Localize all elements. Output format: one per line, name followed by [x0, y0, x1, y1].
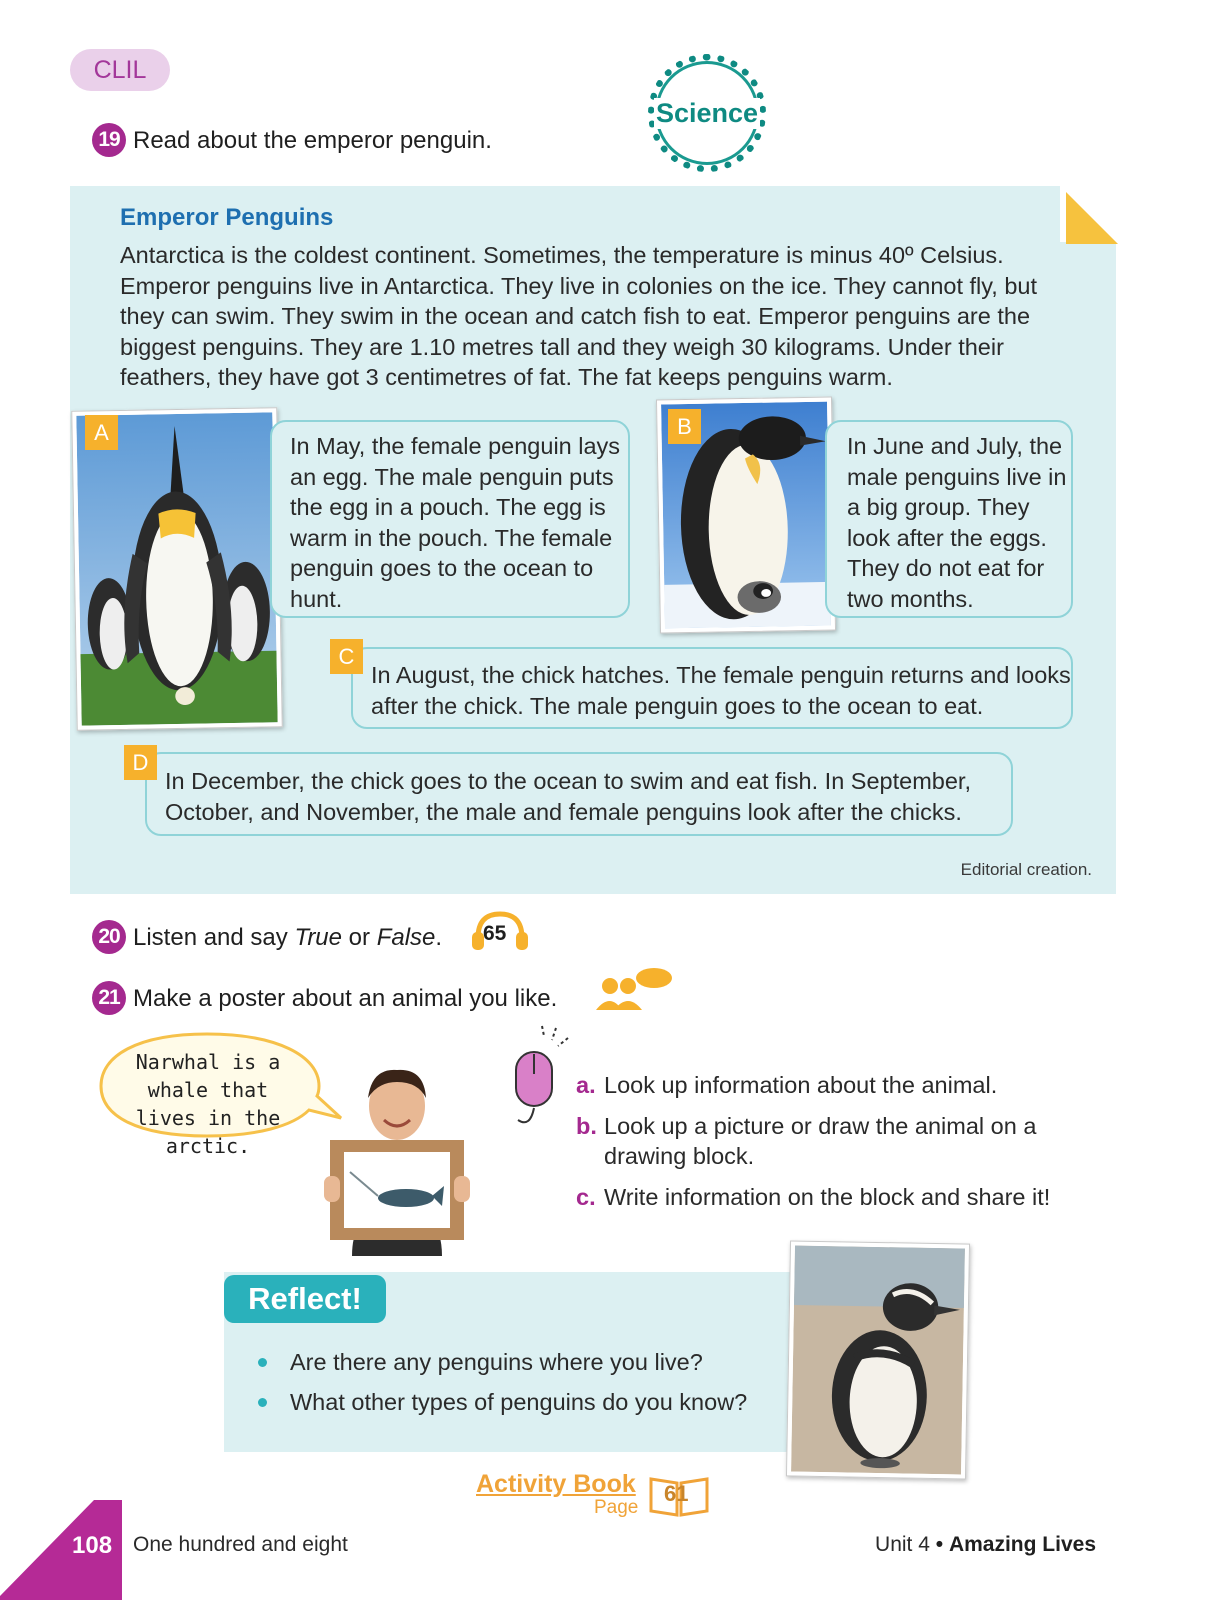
- label-c: C: [330, 639, 363, 674]
- card-a-text: In May, the female penguin lays an egg. The male penguin puts the egg in a pouch. The egg is warm in the pouch. The female penguin goes to the ocean to hunt.: [290, 433, 621, 612]
- card-a: [270, 420, 630, 618]
- activity-book-page-word: Page: [594, 1497, 639, 1518]
- card-d: [145, 752, 1013, 836]
- exercise-20-number: 20: [92, 920, 126, 954]
- task-a: [576, 1070, 1096, 1101]
- penguin-photo-reflect: [786, 1240, 970, 1479]
- label-d: D: [124, 745, 157, 780]
- reading-title: Emperor Penguins: [120, 204, 334, 231]
- card-c: [351, 647, 1073, 729]
- penguin-photo-a: [71, 407, 283, 731]
- unit-label: Unit 4: [875, 1533, 930, 1556]
- task-c-letter: c.: [576, 1183, 596, 1210]
- card-c-text: In August, the chick hatches. The female penguin returns and looks after the chick. The male penguin goes to the ocean to eat.: [371, 662, 1071, 719]
- label-b: B: [668, 409, 701, 444]
- exercise-19-number: 19: [92, 123, 126, 157]
- exercise-19-instruction: Read about the emperor penguin.: [133, 127, 492, 154]
- ex20-or-word: or: [342, 924, 377, 951]
- reflect-title: Reflect!: [224, 1275, 386, 1323]
- ex20-false-word: False: [376, 924, 436, 951]
- reflect-questions: [254, 1347, 747, 1427]
- computer-mouse-icon: [512, 1024, 576, 1128]
- card-b: [825, 420, 1073, 618]
- unit-title: Amazing Lives: [948, 1533, 1096, 1556]
- reading-paragraph: Antarctica is the coldest continent. Sometimes, the temperature is minus 40º Celsius. Emperor penguins live in Antarctica. They live in colonies on the ice. They cannot fly, but they can swim. They swim in the ocean and catch fish to eat. Emperor penguins are the biggest penguins. They are 1.10 metres tall and they weigh 30 kilograms. Under their feathers, they have got 3 centimetres of fat. The fat keeps penguins warm.: [120, 242, 1038, 391]
- task-a-text: Look up information about the animal.: [604, 1072, 998, 1098]
- task-b: [576, 1111, 1096, 1172]
- speech-text: Narwhal is a whale that lives in the arctic.: [135, 1050, 281, 1158]
- exercise-20-instruction: [133, 924, 442, 952]
- corner-fold: [1060, 186, 1116, 242]
- pair-work-icon: [592, 966, 676, 1018]
- penguin-standing-illustration: [76, 412, 277, 725]
- ex20-text-before: Listen and say: [133, 924, 295, 951]
- task-b-letter: b.: [576, 1112, 597, 1139]
- page-number-words: One hundred and eight: [133, 1533, 348, 1556]
- science-badge: [648, 54, 766, 172]
- clil-tag: CLIL: [70, 49, 170, 91]
- activity-book-link[interactable]: Activity Book: [476, 1470, 636, 1498]
- exercise-21-number: 21: [92, 981, 126, 1015]
- task-c-text: Write information on the block and share it!: [604, 1183, 1051, 1210]
- reflect-question-2: What other types of penguins do you know?: [254, 1387, 747, 1417]
- ex20-true-word: True: [294, 924, 343, 951]
- reading-panel: [70, 186, 1116, 894]
- card-d-text: In December, the chick goes to the ocean to swim and eat fish. In September, October, and November, the male and female penguins look after the chicks.: [165, 768, 971, 825]
- task-c: [576, 1182, 1096, 1213]
- magellanic-penguin-illustration: [791, 1246, 965, 1475]
- label-a: A: [85, 415, 118, 450]
- reflect-question-1: Are there any penguins where you live?: [254, 1347, 747, 1377]
- page-number: 108: [72, 1532, 113, 1559]
- audio-track-number: 65: [483, 922, 507, 945]
- boy-holding-narwhal-picture: [322, 1058, 472, 1256]
- card-b-text: In June and July, the male penguins live in a big group. They look after the eggs. They do not eat for two months.: [847, 433, 1067, 612]
- editorial-credit: Editorial creation.: [960, 860, 1092, 879]
- task-a-letter: a.: [576, 1072, 596, 1098]
- unit-bullet: •: [935, 1533, 944, 1556]
- task-b-text: Look up a picture or draw the animal on a drawing block.: [604, 1112, 1037, 1170]
- ex20-text-after: .: [435, 924, 443, 951]
- exercise-21-instruction: Make a poster about an animal you like.: [133, 985, 558, 1012]
- unit-info: [875, 1533, 1096, 1557]
- task-list: [576, 1070, 1096, 1222]
- activity-book-page-number: 61: [664, 1481, 689, 1506]
- science-badge-label: Science: [655, 97, 759, 128]
